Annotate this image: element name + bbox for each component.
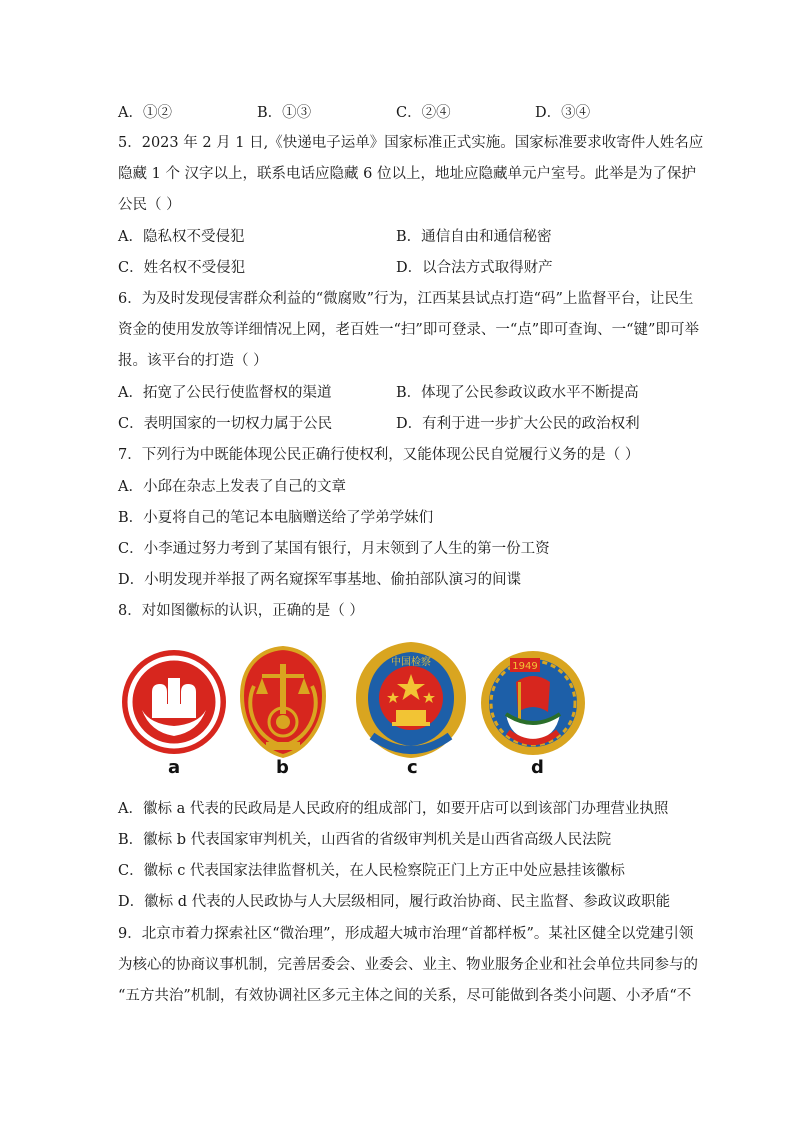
procuratorate-emblem-text: 中国检察 — [391, 657, 431, 668]
q8-option-d: D．徽标 d 代表的人民政协与人大层级相同，履行政治协商、民主监督、参政议政职能 — [118, 894, 671, 910]
q7-option-b: B．小夏将自己的笔记本电脑赠送给了学弟学妹们 — [118, 510, 434, 526]
emblem-label-c: c — [407, 757, 418, 778]
q7-option-d: D．小明发现并举报了两名窥探军事基地、偷拍部队演习的间谍 — [118, 572, 522, 588]
q8-stem: 8．对如图徽标的认识，正确的是（ ） — [118, 603, 364, 619]
emblem-label-b: b — [276, 757, 289, 778]
court-emblem — [236, 646, 330, 758]
q6-stem-line-1: 6．为及时发现侵害群众利益的“微腐败”行为，江西某县试点打造“码”上监督平台，让民生 — [118, 291, 694, 307]
procuratorate-emblem — [352, 640, 470, 760]
q6-option-c: C．表明国家的一切权力属于公民 — [118, 416, 333, 432]
q7-option-a: A．小邱在杂志上发表了自己的文章 — [118, 479, 346, 495]
q4-option-c: C．②④ — [396, 105, 451, 121]
q6-stem-line-3: 报。该平台的打造（ ） — [118, 353, 268, 369]
q5-stem-line-3: 公民（ ） — [118, 197, 181, 213]
q5-option-a: A．隐私权不受侵犯 — [118, 229, 245, 245]
q8-option-a: A．徽标 a 代表的民政局是人民政府的组成部门，如要开店可以到该部门办理营业执照 — [118, 801, 669, 817]
q8-option-b: B．徽标 b 代表国家审判机关，山西省的省级审判机关是山西省高级人民法院 — [118, 832, 612, 848]
q6-option-b: B．体现了公民参政议政水平不断提高 — [396, 385, 639, 401]
q4-option-a: A．①② — [118, 105, 172, 121]
civil-affairs-emblem — [120, 648, 228, 756]
q4-option-d: D．③④ — [535, 105, 591, 121]
emblem-label-a: a — [168, 757, 181, 778]
cppcc-year-text: 1949 — [512, 661, 538, 672]
cppcc-emblem — [478, 648, 588, 758]
q5-stem-line-1: 5．2023 年 2 月 1 日,《快递电子运单》国家标准正式实施。国家标准要求收寄件人姓名应 — [118, 135, 704, 151]
q9-stem-line-1: 9．北京市着力探索社区“微治理”，形成超大城市治理“首都样板”。某社区健全以党建引领 — [118, 926, 694, 942]
q4-option-b: B．①③ — [257, 105, 312, 121]
q5-option-d: D．以合法方式取得财产 — [396, 260, 553, 276]
q5-stem-line-2: 隐藏 1 个 汉字以上，联系电话应隐藏 6 位以上，地址应隐藏单元户室号。此举是为了保护 — [118, 166, 696, 182]
q8-option-c: C．徽标 c 代表国家法律监督机关，在人民检察院正门上方正中处应悬挂该徽标 — [118, 863, 625, 879]
q9-stem-line-2: 为核心的协商议事机制，完善居委会、业委会、业主、物业服务企业和社会单位共同参与的 — [118, 957, 698, 973]
q5-option-b: B．通信自由和通信秘密 — [396, 229, 552, 245]
q5-option-c: C．姓名权不受侵犯 — [118, 260, 246, 276]
q9-stem-line-3: “五方共治”机制，有效协调社区多元主体之间的关系，尽可能做到各类小问题、小矛盾“不 — [118, 988, 692, 1004]
q6-option-d: D．有利于进一步扩大公民的政治权利 — [396, 416, 640, 432]
emblem-label-d: d — [531, 757, 544, 778]
q6-stem-line-2: 资金的使用发放等详细情况上网，老百姓一“扫”即可登录、一“点”即可查询、一“键”即可举 — [118, 322, 699, 338]
q6-option-a: A．拓宽了公民行使监督权的渠道 — [118, 385, 332, 401]
q7-option-c: C．小李通过努力考到了某国有银行，月末领到了人生的第一份工资 — [118, 541, 550, 557]
q7-stem: 7．下列行为中既能体现公民正确行使权利，又能体现公民自觉履行义务的是（ ） — [118, 447, 640, 463]
